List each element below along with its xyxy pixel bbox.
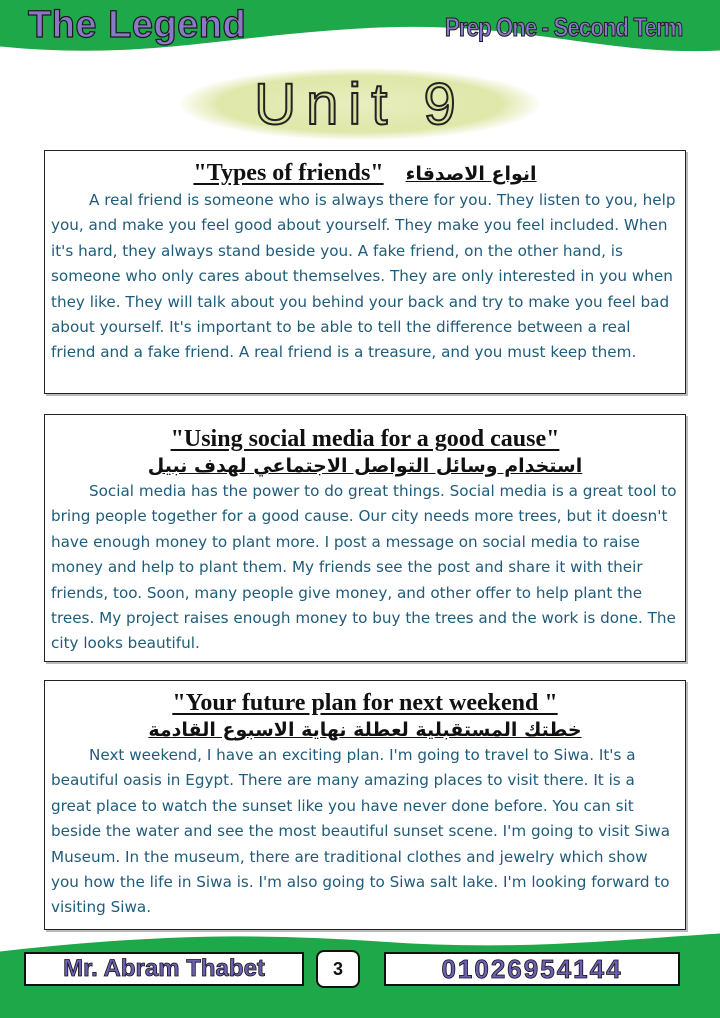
footer-phone: 01026954144: [384, 952, 680, 986]
page-number: 3: [316, 950, 360, 988]
unit-title-badge: [180, 68, 540, 140]
section-title-en: "Types of friends": [193, 160, 384, 186]
unit-title: Unit 9: [254, 71, 466, 137]
section-future-plan: [44, 680, 686, 930]
section-title: [45, 689, 685, 717]
section-title: [45, 159, 685, 188]
section-social-media: [44, 414, 686, 662]
section-title-ar: انواع الاصدقاء: [405, 163, 537, 185]
footer-author: Mr. Abram Thabet: [24, 952, 304, 986]
section-types-of-friends: [44, 150, 686, 394]
section-title: [45, 425, 685, 453]
section-title-ar: خطتك المستقبلية لعطلة نهاية الاسبوع القادمة: [148, 719, 582, 741]
header-title: The Legend: [28, 4, 247, 46]
section-title-en: "Using social media for a good cause": [170, 426, 560, 452]
section-body: Next weekend, I have an exciting plan. I'm going to travel to Siwa. It's a beautiful oasis in Egypt. There are many amazing places to visit there. It is a great place to watch the sunset like you have never done before. You can sit beside the water and see the most beautiful sunset scene. I'm going to visit Siwa Museum. In the museum, there are traditional clothes and jewelry which show you how the life in Siwa is. I'm also going to Siwa salt lake. I'm looking forward to visiting Siwa.: [51, 746, 670, 917]
section-title-en: "Your future plan for next weekend ": [172, 690, 558, 716]
section-body: Social media has the power to do great things. Social media is a great tool to bring people together for a good cause. Our city needs more trees, but it doesn't have enough money to plant more. I post a message on social media to raise money and help to plant them. My friends see the post and share it with their friends, too. Soon, many people give money, and other offer to help plant the trees. My project raises enough money to buy the trees and the work is done. The city looks beautiful.: [51, 482, 677, 653]
section-body: A real friend is someone who is always there for you. They listen to you, help you, and make you feel good about yourself. They make you feel included. When it's hard, they always stand beside you. A fake friend, on the other hand, is someone who only cares about themselves. They are only interested in you when they like. They will talk about you behind your back and try to make you feel bad about yourself. It's important to be able to tell the difference between a real friend and a fake friend. A real friend is a treasure, and you must keep them.: [51, 191, 676, 362]
header-term: Prep One - Second Term: [444, 12, 682, 42]
section-title-ar: استخدام وسائل التواصل الاجتماعي لهدف نبيل: [147, 455, 583, 477]
